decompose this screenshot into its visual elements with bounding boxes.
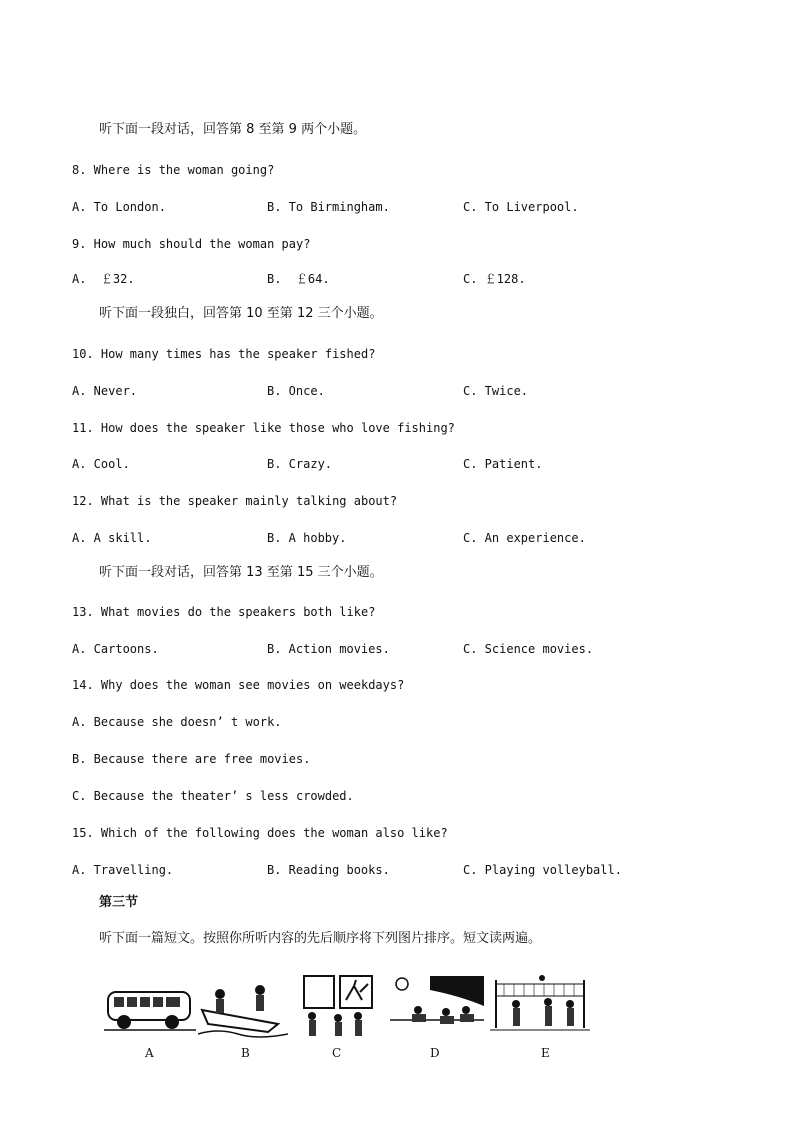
section-header-13-15: 听下面一段对话，回答第 13 至第 15 三个小题。 <box>99 565 383 580</box>
part3-instructions: 听下面一篇短文。按照你所听内容的先后顺序将下列图片排序。短文读两遍。 <box>99 931 542 946</box>
option-9b: B. ￡64. <box>267 272 330 286</box>
option-13a: A. Cartoons. <box>72 642 159 656</box>
option-9a: A. ￡32. <box>72 272 135 286</box>
option-15b: B. Reading books. <box>267 863 390 877</box>
picture-label-a: A <box>145 1046 154 1060</box>
option-11c: C. Patient. <box>463 457 543 471</box>
question-8: 8. Where is the woman going? <box>72 163 275 177</box>
picture-label-c: C <box>332 1046 342 1060</box>
option-12a: A. A skill. <box>72 531 152 545</box>
option-9c: C. ￡128. <box>463 272 526 286</box>
option-12b: B. A hobby. <box>267 531 347 545</box>
option-14b: B. Because there are free movies. <box>72 752 311 766</box>
question-14: 14. Why does the woman see movies on weekdays? <box>72 678 405 692</box>
option-8b: B. To Birmingham. <box>267 200 390 214</box>
volleyball-icon <box>490 972 590 1040</box>
boat-icon <box>198 972 288 1040</box>
option-10b: B. Once. <box>267 384 325 398</box>
picture-label-e: E <box>541 1046 550 1060</box>
option-8a: A. To London. <box>72 200 166 214</box>
question-13: 13. What movies do the speakers both like? <box>72 605 376 619</box>
question-9: 9. How much should the woman pay? <box>72 237 311 251</box>
option-14c: C. Because the theater’ s less crowded. <box>72 789 354 803</box>
museum-gallery-icon <box>298 972 378 1040</box>
option-14a: A. Because she doesn’ t work. <box>72 715 282 729</box>
option-10a: A. Never. <box>72 384 138 398</box>
option-15a: A. Travelling. <box>72 863 174 877</box>
option-13c: C. Science movies. <box>463 642 594 656</box>
section-header-10-12: 听下面一段独白，回答第 10 至第 12 三个小题。 <box>99 306 383 321</box>
beach-picnic-icon <box>390 972 484 1040</box>
picture-label-b: B <box>241 1046 250 1060</box>
question-10: 10. How many times has the speaker fished? <box>72 347 376 361</box>
question-12: 12. What is the speaker mainly talking about? <box>72 494 398 508</box>
option-12c: C. An experience. <box>463 531 586 545</box>
option-8c: C. To Liverpool. <box>463 200 579 214</box>
option-15c: C. Playing volleyball. <box>463 863 622 877</box>
section-header-8-9: 听下面一段对话，回答第 8 至第 9 两个小题。 <box>99 122 367 137</box>
option-11b: B. Crazy. <box>267 457 333 471</box>
question-11: 11. How does the speaker like those who love fishing? <box>72 421 455 435</box>
question-15: 15. Which of the following does the woman also like? <box>72 826 448 840</box>
option-10c: C. Twice. <box>463 384 529 398</box>
option-13b: B. Action movies. <box>267 642 390 656</box>
option-11a: A. Cool. <box>72 457 130 471</box>
part3-title: 第三节 <box>99 895 139 910</box>
bus-icon <box>104 972 196 1040</box>
picture-label-d: D <box>430 1046 440 1060</box>
